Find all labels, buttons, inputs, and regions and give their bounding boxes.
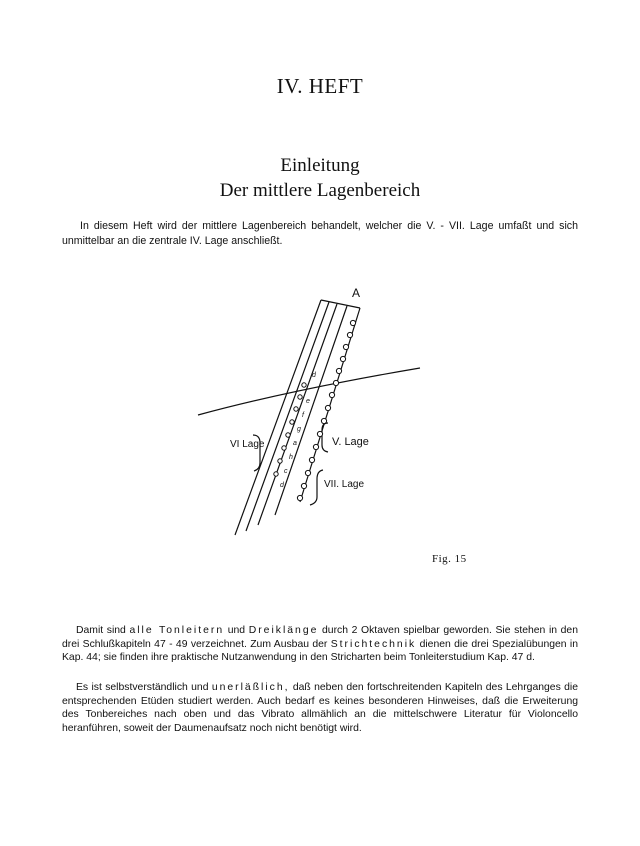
p2-spaced-1: unerläßlich, [211, 682, 290, 693]
p1-text-1: Damit sind [76, 625, 126, 636]
p1-spaced-3: Strichtechnik [330, 638, 417, 650]
note-letter-a: a [293, 440, 297, 447]
note-letter-d2: d [280, 482, 284, 489]
label-v-lage: V. Lage [332, 436, 369, 448]
p1-spaced-2: Dreiklänge [248, 625, 319, 636]
figure-caption: Fig. 15 [432, 553, 467, 565]
position-arc [198, 368, 420, 415]
chapter-subtitle: Der mittlere Lagenbereich [219, 180, 421, 201]
p1-text-4: dienen die drei Spezialübungen in Kap. 44; sie finden ihre praktische Nutzanwendung in den Stricharten beim Tonleiterstudium Kap. 47 d. [62, 638, 579, 663]
chapter-title: Einleitung [280, 155, 360, 176]
intro-paragraph: In diesem Heft wird der mittlere Lagenbereich behandelt, welcher die V. - VII. Lage umfaßt und sich unmittelbar an die zentrale IV. Lage anschließt. [62, 220, 578, 247]
label-vii-lage: VII. Lage [324, 479, 365, 490]
note-letter-h: h [289, 454, 293, 461]
heft-heading: IV. HEFT [276, 74, 364, 98]
fingerboard-figure [180, 285, 440, 555]
p2-text-2: daß neben den fortschreitenden Kapiteln des Lehrganges die entsprechenden Etüden studiert werden. Auch bedarf es keines besonderen Hinweises, daß die Erweiterung des Tonbereiches nach oben und das Vibrato allmählich an die mittelschwere Literatur für Violoncello heranführen, soweit der Daumenaufsatz noch nicht benötigt wird. [62, 682, 578, 734]
p1-spaced-1: alle Tonleitern [129, 625, 225, 636]
note-letter-f: f [302, 412, 304, 419]
label-vi-lage: VI Lage [230, 439, 265, 450]
string-label-a: A [352, 286, 361, 300]
p1-text-2: und [227, 625, 246, 636]
note-letter-e: e [306, 398, 310, 405]
p2-text-1: Es ist selbstverständlich und [76, 682, 209, 693]
body-paragraph-1 [62, 624, 578, 665]
note-letter-g: g [297, 426, 301, 433]
string-line-3 [258, 304, 337, 525]
note-letter-d: d [312, 372, 316, 379]
bracket-vii [310, 470, 323, 505]
fingerboard-diagram [180, 285, 440, 555]
p1-text-3: durch 2 Oktaven spielbar geworden. Sie stehen in den drei Schlußkapiteln 47 - 49 verzeichnet. Zum Ausbau der [62, 625, 578, 650]
note-letter-c: c [284, 468, 288, 475]
body-paragraph-2 [62, 681, 578, 735]
